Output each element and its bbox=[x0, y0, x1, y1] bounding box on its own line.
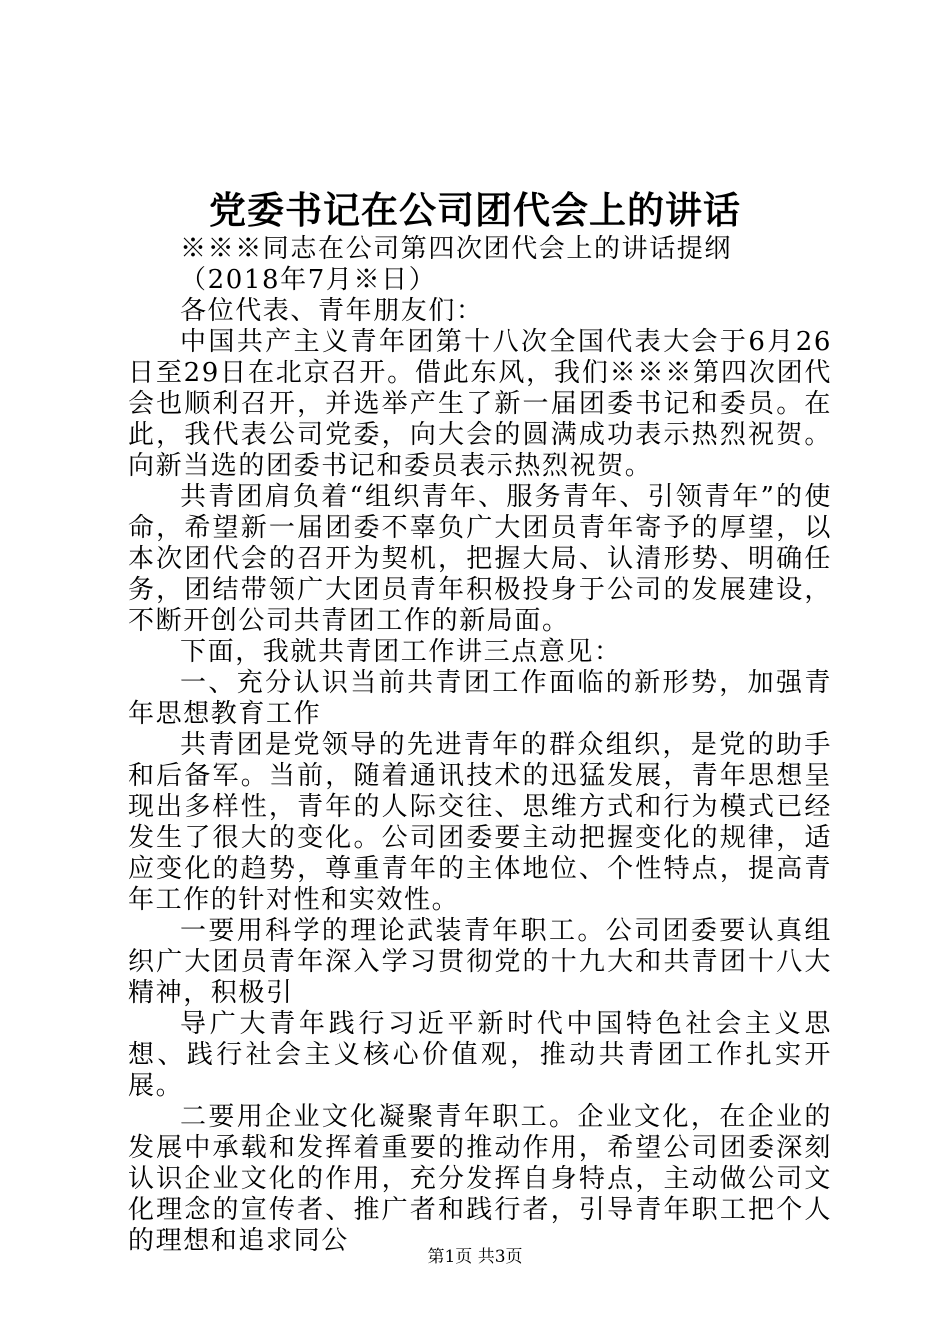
outline-date: （2018年7月※日） bbox=[180, 265, 437, 295]
paragraph: 下面，我就共青团工作讲三点意见： bbox=[180, 637, 622, 667]
paragraph: 中国共产主义青年团第十八次全国代表大会于6月26日至29日在北京召开。借此东风，我们※※※第四次团代会也顺利召开，并选举产生了新一届团委书记和委员。在此，我代表公司党委，向大会的圆满成功表示热烈祝贺。向新当选的团委书记和委员表示热烈祝贺。 bbox=[128, 327, 832, 481]
salutation: 各位代表、青年朋友们： bbox=[180, 296, 484, 326]
paragraph: 一要用科学的理论武装青年职工。公司团委要认真组织广大团员青年深入学习贯彻党的十九大和共青团十八大精神，积极引 bbox=[128, 916, 832, 1008]
paragraph: 导广大青年践行习近平新时代中国特色社会主义思想、践行社会主义核心价值观，推动共青团工作扎实开展。 bbox=[128, 1009, 832, 1101]
document-body bbox=[128, 234, 832, 1257]
section-heading-1: 一、充分认识当前共青团工作面临的新形势，加强青年思想教育工作 bbox=[128, 668, 832, 729]
outline-heading: ※※※同志在公司第四次团代会上的讲话提纲 bbox=[180, 234, 733, 264]
paragraph: 二要用企业文化凝聚青年职工。企业文化，在企业的发展中承载和发挥着重要的推动作用，希望公司团委深刻认识企业文化的作用，充分发挥自身特点，主动做公司文化理念的宣传者、推广者和践行者，引导青年职工把个人的理想和追求同公 bbox=[128, 1102, 832, 1256]
page-footer: 第1页 共3页 bbox=[427, 1247, 523, 1267]
document-title: 党委书记在公司团代会上的讲话 bbox=[209, 188, 741, 232]
paragraph: 共青团是党领导的先进青年的群众组织，是党的助手和后备军。当前，随着通讯技术的迅猛发展，青年思想呈现出多样性，青年的人际交往、思维方式和行为模式已经发生了很大的变化。公司团委要主动把握变化的规律，适应变化的趋势，尊重青年的主体地位、个性特点，提高青年工作的针对性和实效性。 bbox=[128, 730, 832, 915]
paragraph: 共青团肩负着“组织青年、服务青年、引领青年”的使命，希望新一届团委不辜负广大团员青年寄予的厚望，以本次团代会的召开为契机，把握大局、认清形势、明确任务，团结带领广大团员青年积极投身于公司的发展建设，不断开创公司共青团工作的新局面。 bbox=[128, 482, 832, 636]
